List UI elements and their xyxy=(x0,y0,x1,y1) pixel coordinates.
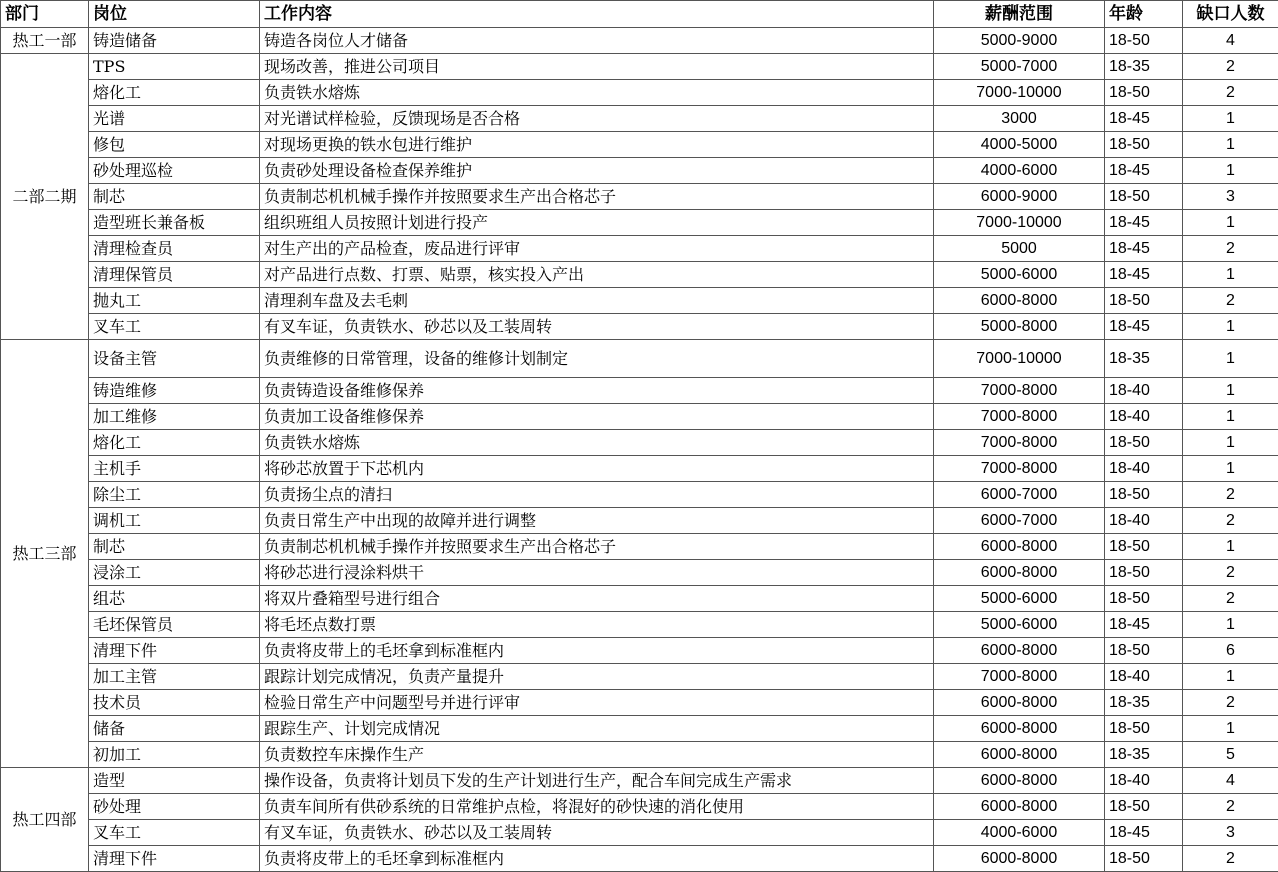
age-cell: 18-45 xyxy=(1105,612,1183,638)
position-cell: 设备主管 xyxy=(89,340,260,378)
table-row xyxy=(1,586,1278,612)
content-cell: 负责维修的日常管理，设备的维修计划制定 xyxy=(260,340,934,378)
position-cell: 砂处理巡检 xyxy=(89,158,260,184)
age-cell: 18-40 xyxy=(1105,664,1183,690)
table-row xyxy=(1,184,1278,210)
vacancy-cell: 1 xyxy=(1183,314,1278,340)
header-age: 年龄 xyxy=(1105,1,1183,28)
position-cell: 清理保管员 xyxy=(89,262,260,288)
content-cell: 跟踪生产、计划完成情况 xyxy=(260,716,934,742)
content-cell: 将双片叠箱型号进行组合 xyxy=(260,586,934,612)
content-cell: 负责车间所有供砂系统的日常维护点检，将混好的砂快速的消化使用 xyxy=(260,794,934,820)
vacancy-cell: 1 xyxy=(1183,132,1278,158)
position-cell: 组芯 xyxy=(89,586,260,612)
vacancy-cell: 2 xyxy=(1183,586,1278,612)
position-cell: 加工主管 xyxy=(89,664,260,690)
age-cell: 18-50 xyxy=(1105,184,1183,210)
table-row xyxy=(1,210,1278,236)
age-cell: 18-50 xyxy=(1105,716,1183,742)
vacancy-cell: 2 xyxy=(1183,794,1278,820)
department-cell: 二部二期 xyxy=(1,54,89,340)
content-cell: 对现场更换的铁水包进行维护 xyxy=(260,132,934,158)
content-cell: 负责铁水熔炼 xyxy=(260,430,934,456)
table-row xyxy=(1,820,1278,846)
vacancy-cell: 3 xyxy=(1183,184,1278,210)
position-cell: 叉车工 xyxy=(89,314,260,340)
age-cell: 18-45 xyxy=(1105,210,1183,236)
salary-cell: 6000-8000 xyxy=(934,534,1105,560)
department-cell: 热工四部 xyxy=(1,768,89,872)
age-cell: 18-45 xyxy=(1105,820,1183,846)
salary-cell: 4000-6000 xyxy=(934,158,1105,184)
table-row xyxy=(1,664,1278,690)
table-row xyxy=(1,456,1278,482)
age-cell: 18-40 xyxy=(1105,404,1183,430)
table-row xyxy=(1,236,1278,262)
vacancy-cell: 1 xyxy=(1183,210,1278,236)
salary-cell: 6000-8000 xyxy=(934,742,1105,768)
salary-cell: 4000-5000 xyxy=(934,132,1105,158)
age-cell: 18-50 xyxy=(1105,132,1183,158)
table-row xyxy=(1,28,1278,54)
age-cell: 18-40 xyxy=(1105,378,1183,404)
position-cell: 技术员 xyxy=(89,690,260,716)
vacancy-cell: 2 xyxy=(1183,288,1278,314)
position-cell: 铸造储备 xyxy=(89,28,260,54)
position-cell: 浸涂工 xyxy=(89,560,260,586)
vacancy-cell: 2 xyxy=(1183,690,1278,716)
content-cell: 将砂芯放置于下芯机内 xyxy=(260,456,934,482)
table-row xyxy=(1,508,1278,534)
position-cell: 毛坯保管员 xyxy=(89,612,260,638)
vacancy-cell: 2 xyxy=(1183,846,1278,872)
content-cell: 将毛坯点数打票 xyxy=(260,612,934,638)
age-cell: 18-45 xyxy=(1105,314,1183,340)
content-cell: 对产品进行点数、打票、贴票，核实投入产出 xyxy=(260,262,934,288)
position-cell: 熔化工 xyxy=(89,430,260,456)
salary-cell: 6000-7000 xyxy=(934,482,1105,508)
age-cell: 18-50 xyxy=(1105,586,1183,612)
age-cell: 18-40 xyxy=(1105,456,1183,482)
age-cell: 18-35 xyxy=(1105,690,1183,716)
table-row xyxy=(1,262,1278,288)
header-vacancy: 缺口人数 xyxy=(1183,1,1278,28)
content-cell: 检验日常生产中问题型号并进行评审 xyxy=(260,690,934,716)
salary-cell: 4000-6000 xyxy=(934,820,1105,846)
vacancy-cell: 1 xyxy=(1183,456,1278,482)
content-cell: 有叉车证，负责铁水、砂芯以及工装周转 xyxy=(260,820,934,846)
content-cell: 负责日常生产中出现的故障并进行调整 xyxy=(260,508,934,534)
content-cell: 操作设备，负责将计划员下发的生产计划进行生产，配合车间完成生产需求 xyxy=(260,768,934,794)
age-cell: 18-45 xyxy=(1105,158,1183,184)
table-row xyxy=(1,742,1278,768)
content-cell: 负责铸造设备维修保养 xyxy=(260,378,934,404)
age-cell: 18-45 xyxy=(1105,106,1183,132)
age-cell: 18-50 xyxy=(1105,560,1183,586)
age-cell: 18-35 xyxy=(1105,340,1183,378)
position-cell: 调机工 xyxy=(89,508,260,534)
table-row xyxy=(1,80,1278,106)
age-cell: 18-35 xyxy=(1105,742,1183,768)
content-cell: 负责将皮带上的毛坯拿到标准框内 xyxy=(260,846,934,872)
table-row xyxy=(1,560,1278,586)
position-cell: 抛丸工 xyxy=(89,288,260,314)
vacancy-cell: 1 xyxy=(1183,534,1278,560)
salary-cell: 6000-9000 xyxy=(934,184,1105,210)
header-salary: 薪酬范围 xyxy=(934,1,1105,28)
position-cell: 砂处理 xyxy=(89,794,260,820)
vacancy-cell: 2 xyxy=(1183,508,1278,534)
position-cell: 造型班长兼备板 xyxy=(89,210,260,236)
table-row xyxy=(1,534,1278,560)
salary-cell: 6000-8000 xyxy=(934,690,1105,716)
vacancy-cell: 1 xyxy=(1183,340,1278,378)
position-cell: 熔化工 xyxy=(89,80,260,106)
age-cell: 18-50 xyxy=(1105,430,1183,456)
age-cell: 18-50 xyxy=(1105,482,1183,508)
salary-cell: 6000-8000 xyxy=(934,716,1105,742)
salary-cell: 5000-6000 xyxy=(934,586,1105,612)
table-row xyxy=(1,404,1278,430)
position-cell: 初加工 xyxy=(89,742,260,768)
position-cell: 除尘工 xyxy=(89,482,260,508)
vacancy-cell: 1 xyxy=(1183,716,1278,742)
vacancy-cell: 1 xyxy=(1183,106,1278,132)
age-cell: 18-50 xyxy=(1105,534,1183,560)
table-row xyxy=(1,288,1278,314)
content-cell: 对生产出的产品检查，废品进行评审 xyxy=(260,236,934,262)
position-cell: 加工维修 xyxy=(89,404,260,430)
vacancy-cell: 2 xyxy=(1183,80,1278,106)
table-row xyxy=(1,106,1278,132)
content-cell: 对光谱试样检验，反馈现场是否合格 xyxy=(260,106,934,132)
salary-cell: 5000-6000 xyxy=(934,262,1105,288)
position-cell: 光谱 xyxy=(89,106,260,132)
salary-cell: 5000-6000 xyxy=(934,612,1105,638)
vacancy-cell: 1 xyxy=(1183,378,1278,404)
content-cell: 负责铁水熔炼 xyxy=(260,80,934,106)
vacancy-cell: 6 xyxy=(1183,638,1278,664)
salary-cell: 6000-8000 xyxy=(934,846,1105,872)
content-cell: 将砂芯进行浸涂料烘干 xyxy=(260,560,934,586)
age-cell: 18-45 xyxy=(1105,262,1183,288)
age-cell: 18-50 xyxy=(1105,846,1183,872)
table-row xyxy=(1,54,1278,80)
department-cell: 热工三部 xyxy=(1,340,89,768)
content-cell: 负责制芯机机械手操作并按照要求生产出合格芯子 xyxy=(260,184,934,210)
salary-cell: 6000-8000 xyxy=(934,768,1105,794)
content-cell: 跟踪计划完成情况，负责产量提升 xyxy=(260,664,934,690)
table-row xyxy=(1,482,1278,508)
vacancy-cell: 1 xyxy=(1183,262,1278,288)
position-cell: 清理下件 xyxy=(89,846,260,872)
salary-cell: 5000-7000 xyxy=(934,54,1105,80)
salary-cell: 7000-10000 xyxy=(934,80,1105,106)
vacancy-cell: 3 xyxy=(1183,820,1278,846)
salary-cell: 6000-8000 xyxy=(934,288,1105,314)
vacancy-cell: 5 xyxy=(1183,742,1278,768)
vacancy-cell: 4 xyxy=(1183,28,1278,54)
salary-cell: 3000 xyxy=(934,106,1105,132)
table-row xyxy=(1,846,1278,872)
salary-cell: 7000-8000 xyxy=(934,456,1105,482)
position-cell: 主机手 xyxy=(89,456,260,482)
content-cell: 负责砂处理设备检查保养维护 xyxy=(260,158,934,184)
age-cell: 18-40 xyxy=(1105,768,1183,794)
salary-cell: 5000-9000 xyxy=(934,28,1105,54)
vacancy-cell: 1 xyxy=(1183,612,1278,638)
salary-cell: 5000 xyxy=(934,236,1105,262)
content-cell: 有叉车证，负责铁水、砂芯以及工装周转 xyxy=(260,314,934,340)
position-cell: 清理检查员 xyxy=(89,236,260,262)
table-row xyxy=(1,314,1278,340)
salary-cell: 6000-8000 xyxy=(934,560,1105,586)
content-cell: 现场改善，推进公司项目 xyxy=(260,54,934,80)
table-row xyxy=(1,690,1278,716)
table-row xyxy=(1,768,1278,794)
salary-cell: 7000-8000 xyxy=(934,378,1105,404)
vacancy-cell: 2 xyxy=(1183,54,1278,80)
header-row xyxy=(1,1,1278,28)
table-body xyxy=(1,28,1278,872)
age-cell: 18-35 xyxy=(1105,54,1183,80)
content-cell: 组织班组人员按照计划进行投产 xyxy=(260,210,934,236)
salary-cell: 5000-8000 xyxy=(934,314,1105,340)
vacancy-cell: 1 xyxy=(1183,404,1278,430)
age-cell: 18-50 xyxy=(1105,638,1183,664)
salary-cell: 6000-8000 xyxy=(934,638,1105,664)
salary-cell: 7000-8000 xyxy=(934,430,1105,456)
salary-cell: 7000-8000 xyxy=(934,664,1105,690)
content-cell: 铸造各岗位人才储备 xyxy=(260,28,934,54)
table-row xyxy=(1,158,1278,184)
age-cell: 18-50 xyxy=(1105,794,1183,820)
position-cell: 造型 xyxy=(89,768,260,794)
content-cell: 负责数控车床操作生产 xyxy=(260,742,934,768)
vacancy-cell: 2 xyxy=(1183,236,1278,262)
age-cell: 18-50 xyxy=(1105,28,1183,54)
vacancy-cell: 4 xyxy=(1183,768,1278,794)
table-row xyxy=(1,612,1278,638)
position-cell: 修包 xyxy=(89,132,260,158)
header-position: 岗位 xyxy=(89,1,260,28)
vacancy-cell: 1 xyxy=(1183,664,1278,690)
position-cell: 储备 xyxy=(89,716,260,742)
table-row xyxy=(1,378,1278,404)
position-cell: 铸造维修 xyxy=(89,378,260,404)
position-cell: 叉车工 xyxy=(89,820,260,846)
age-cell: 18-50 xyxy=(1105,288,1183,314)
content-cell: 负责将皮带上的毛坯拿到标准框内 xyxy=(260,638,934,664)
position-cell: 制芯 xyxy=(89,534,260,560)
position-cell: TPS xyxy=(89,54,260,80)
age-cell: 18-50 xyxy=(1105,80,1183,106)
header-content: 工作内容 xyxy=(260,1,934,28)
vacancy-cell: 1 xyxy=(1183,430,1278,456)
table-row xyxy=(1,340,1278,378)
table-row xyxy=(1,638,1278,664)
salary-cell: 6000-7000 xyxy=(934,508,1105,534)
content-cell: 负责扬尘点的清扫 xyxy=(260,482,934,508)
table-row xyxy=(1,794,1278,820)
age-cell: 18-40 xyxy=(1105,508,1183,534)
vacancy-cell: 2 xyxy=(1183,560,1278,586)
content-cell: 清理刹车盘及去毛刺 xyxy=(260,288,934,314)
salary-cell: 6000-8000 xyxy=(934,794,1105,820)
department-cell: 热工一部 xyxy=(1,28,89,54)
table-row xyxy=(1,430,1278,456)
salary-cell: 7000-8000 xyxy=(934,404,1105,430)
vacancy-cell: 1 xyxy=(1183,158,1278,184)
content-cell: 负责制芯机机械手操作并按照要求生产出合格芯子 xyxy=(260,534,934,560)
table-row xyxy=(1,132,1278,158)
header-dept: 部门 xyxy=(1,1,89,28)
salary-cell: 7000-10000 xyxy=(934,340,1105,378)
content-cell: 负责加工设备维修保养 xyxy=(260,404,934,430)
position-cell: 制芯 xyxy=(89,184,260,210)
position-cell: 清理下件 xyxy=(89,638,260,664)
table-row xyxy=(1,716,1278,742)
salary-cell: 7000-10000 xyxy=(934,210,1105,236)
vacancy-cell: 2 xyxy=(1183,482,1278,508)
age-cell: 18-45 xyxy=(1105,236,1183,262)
